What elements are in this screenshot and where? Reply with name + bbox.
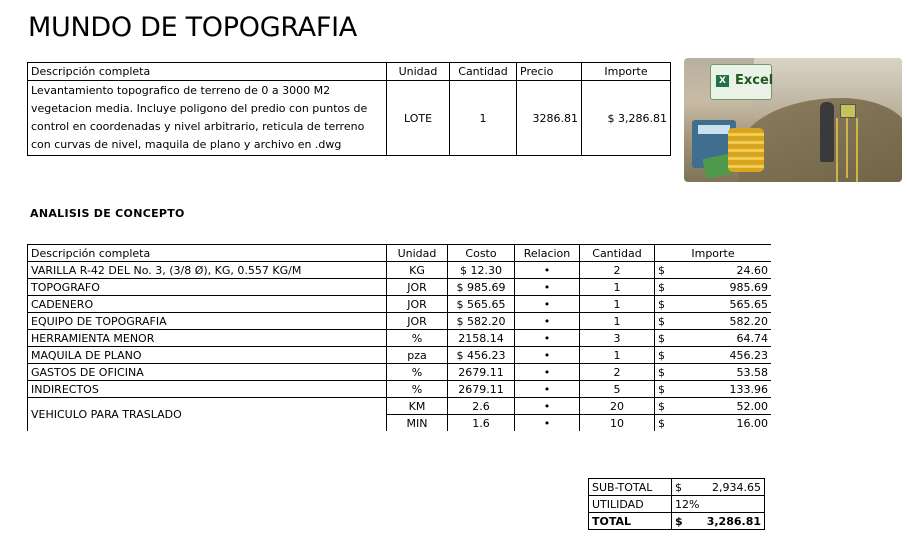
subtotal-label: SUB-TOTAL xyxy=(589,479,672,496)
row-relacion: • xyxy=(515,381,580,398)
currency-symbol: $ xyxy=(658,382,665,396)
currency-symbol: $ xyxy=(658,365,665,379)
row-cantidad: 1 xyxy=(580,296,655,313)
row-costo: 2158.14 xyxy=(448,330,515,347)
header-precio: Precio xyxy=(517,63,582,81)
row-costo: $ 565.65 xyxy=(448,296,515,313)
row-costo: 2679.11 xyxy=(448,364,515,381)
row-importe xyxy=(655,296,772,313)
row-costo: $ 12.30 xyxy=(448,262,515,279)
theodolite-icon xyxy=(840,104,856,118)
amount: 133.96 xyxy=(729,382,768,396)
header-importe: Importe xyxy=(582,63,671,81)
total-label: TOTAL xyxy=(589,513,672,530)
analysis-table xyxy=(27,244,771,431)
currency-symbol: $ xyxy=(658,280,665,294)
currency-symbol: $ xyxy=(658,331,665,345)
row-importe xyxy=(655,262,772,279)
row-costo: $ 582.20 xyxy=(448,313,515,330)
header-descripcion: Descripción completa xyxy=(28,63,387,81)
tripod-icon xyxy=(846,114,848,178)
row-cantidad: 1 xyxy=(580,279,655,296)
row-description: INDIRECTOS xyxy=(28,381,387,398)
row-description: CADENERO xyxy=(28,296,387,313)
table-row xyxy=(28,296,772,313)
row-importe xyxy=(655,330,772,347)
row-relacion: • xyxy=(515,415,580,432)
currency-symbol: $ xyxy=(658,399,665,413)
amount: 985.69 xyxy=(729,280,768,294)
row-unidad: KG xyxy=(387,262,448,279)
currency-symbol: $ xyxy=(658,297,665,311)
concept-importe: $ 3,286.81 xyxy=(582,81,671,156)
header-unidad: Unidad xyxy=(387,245,448,262)
row-importe xyxy=(655,313,772,330)
surveyor-photo xyxy=(684,58,902,182)
concept-description: Levantamiento topografico de terreno de 0 a 3000 M2 vegetacion media. Incluye poligono del predio con puntos de control en coordenadas y nivel arbitrario, reticula de terreno con curvas de nivel, maquila de plano y archivo en .dwg xyxy=(28,81,387,156)
amount: 565.65 xyxy=(729,297,768,311)
section-title: ANALISIS DE CONCEPTO xyxy=(30,207,185,220)
total-value xyxy=(672,513,765,530)
concept-row xyxy=(28,81,671,156)
table-row xyxy=(28,398,772,415)
row-description: HERRAMIENTA MENOR xyxy=(28,330,387,347)
row-cantidad: 1 xyxy=(580,313,655,330)
amount: 2,934.65 xyxy=(712,480,761,494)
header-descripcion: Descripción completa xyxy=(28,245,387,262)
amount: 3,286.81 xyxy=(706,514,761,528)
row-relacion: • xyxy=(515,364,580,381)
header-relacion: Relacion xyxy=(515,245,580,262)
row-description: GASTOS DE OFICINA xyxy=(28,364,387,381)
header-unidad: Unidad xyxy=(387,63,450,81)
row-relacion: • xyxy=(515,398,580,415)
table-row xyxy=(28,279,772,296)
currency-symbol: $ xyxy=(658,416,665,430)
row-cantidad: 2 xyxy=(580,364,655,381)
row-unidad: KM xyxy=(387,398,448,415)
utilidad-row xyxy=(589,496,765,513)
row-relacion: • xyxy=(515,313,580,330)
row-cantidad: 3 xyxy=(580,330,655,347)
amount: 64.74 xyxy=(736,331,768,345)
table-row xyxy=(28,330,772,347)
page-title: MUNDO DE TOPOGRAFIA xyxy=(28,12,357,43)
excel-label: Excel xyxy=(735,73,774,88)
row-costo: $ 456.23 xyxy=(448,347,515,364)
row-costo: $ 985.69 xyxy=(448,279,515,296)
excel-icon xyxy=(710,64,772,100)
table-row xyxy=(28,347,772,364)
row-description: VARILLA R-42 DEL No. 3, (3/8 Ø), KG, 0.557 KG/M xyxy=(28,262,387,279)
currency-symbol: $ xyxy=(658,263,665,277)
row-description: VEHICULO PARA TRASLADO xyxy=(28,398,387,432)
row-importe xyxy=(655,415,772,432)
row-importe xyxy=(655,398,772,415)
concept-header-row xyxy=(28,63,671,81)
amount: 456.23 xyxy=(729,348,768,362)
amount: 52.00 xyxy=(736,399,768,413)
table-row xyxy=(28,313,772,330)
row-costo: 1.6 xyxy=(448,415,515,432)
row-unidad: % xyxy=(387,381,448,398)
totals-table xyxy=(588,478,765,530)
surveyor-figure xyxy=(820,102,834,162)
row-cantidad: 2 xyxy=(580,262,655,279)
row-description: TOPOGRAFO xyxy=(28,279,387,296)
row-cantidad: 10 xyxy=(580,415,655,432)
header-cantidad: Cantidad xyxy=(450,63,517,81)
currency-symbol: $ xyxy=(675,514,683,528)
amount: 16.00 xyxy=(736,416,768,430)
subtotal-row xyxy=(589,479,765,496)
table-row xyxy=(28,381,772,398)
row-relacion: • xyxy=(515,279,580,296)
row-description: EQUIPO DE TOPOGRAFIA xyxy=(28,313,387,330)
table-row xyxy=(28,364,772,381)
row-relacion: • xyxy=(515,347,580,364)
row-relacion: • xyxy=(515,296,580,313)
coins-icon xyxy=(728,128,764,172)
currency-symbol: $ xyxy=(675,480,682,494)
header-cantidad: Cantidad xyxy=(580,245,655,262)
currency-symbol: $ xyxy=(658,348,665,362)
amount: 53.58 xyxy=(736,365,768,379)
subtotal-value xyxy=(672,479,765,496)
row-costo: 2679.11 xyxy=(448,381,515,398)
total-row xyxy=(589,513,765,530)
row-importe xyxy=(655,347,772,364)
row-unidad: JOR xyxy=(387,313,448,330)
row-relacion: • xyxy=(515,262,580,279)
row-unidad: % xyxy=(387,364,448,381)
table-row xyxy=(28,262,772,279)
excel-logo-mark: X xyxy=(716,75,729,87)
row-cantidad: 5 xyxy=(580,381,655,398)
row-importe xyxy=(655,364,772,381)
row-unidad: MIN xyxy=(387,415,448,432)
utilidad-value: 12% xyxy=(672,496,765,513)
row-cantidad: 1 xyxy=(580,347,655,364)
concept-precio: 3286.81 xyxy=(517,81,582,156)
row-description: MAQUILA DE PLANO xyxy=(28,347,387,364)
currency-symbol: $ xyxy=(658,314,665,328)
concept-cantidad: 1 xyxy=(450,81,517,156)
row-unidad: pza xyxy=(387,347,448,364)
row-importe xyxy=(655,381,772,398)
header-costo: Costo xyxy=(448,245,515,262)
row-importe xyxy=(655,279,772,296)
analysis-header-row xyxy=(28,245,772,262)
utilidad-label: UTILIDAD xyxy=(589,496,672,513)
amount: 582.20 xyxy=(729,314,768,328)
amount: 24.60 xyxy=(736,263,768,277)
row-cantidad: 20 xyxy=(580,398,655,415)
row-unidad: JOR xyxy=(387,279,448,296)
concept-table xyxy=(27,62,671,156)
row-unidad: JOR xyxy=(387,296,448,313)
row-unidad: % xyxy=(387,330,448,347)
header-importe: Importe xyxy=(655,245,772,262)
concept-unidad: LOTE xyxy=(387,81,450,156)
row-relacion: • xyxy=(515,330,580,347)
row-costo: 2.6 xyxy=(448,398,515,415)
